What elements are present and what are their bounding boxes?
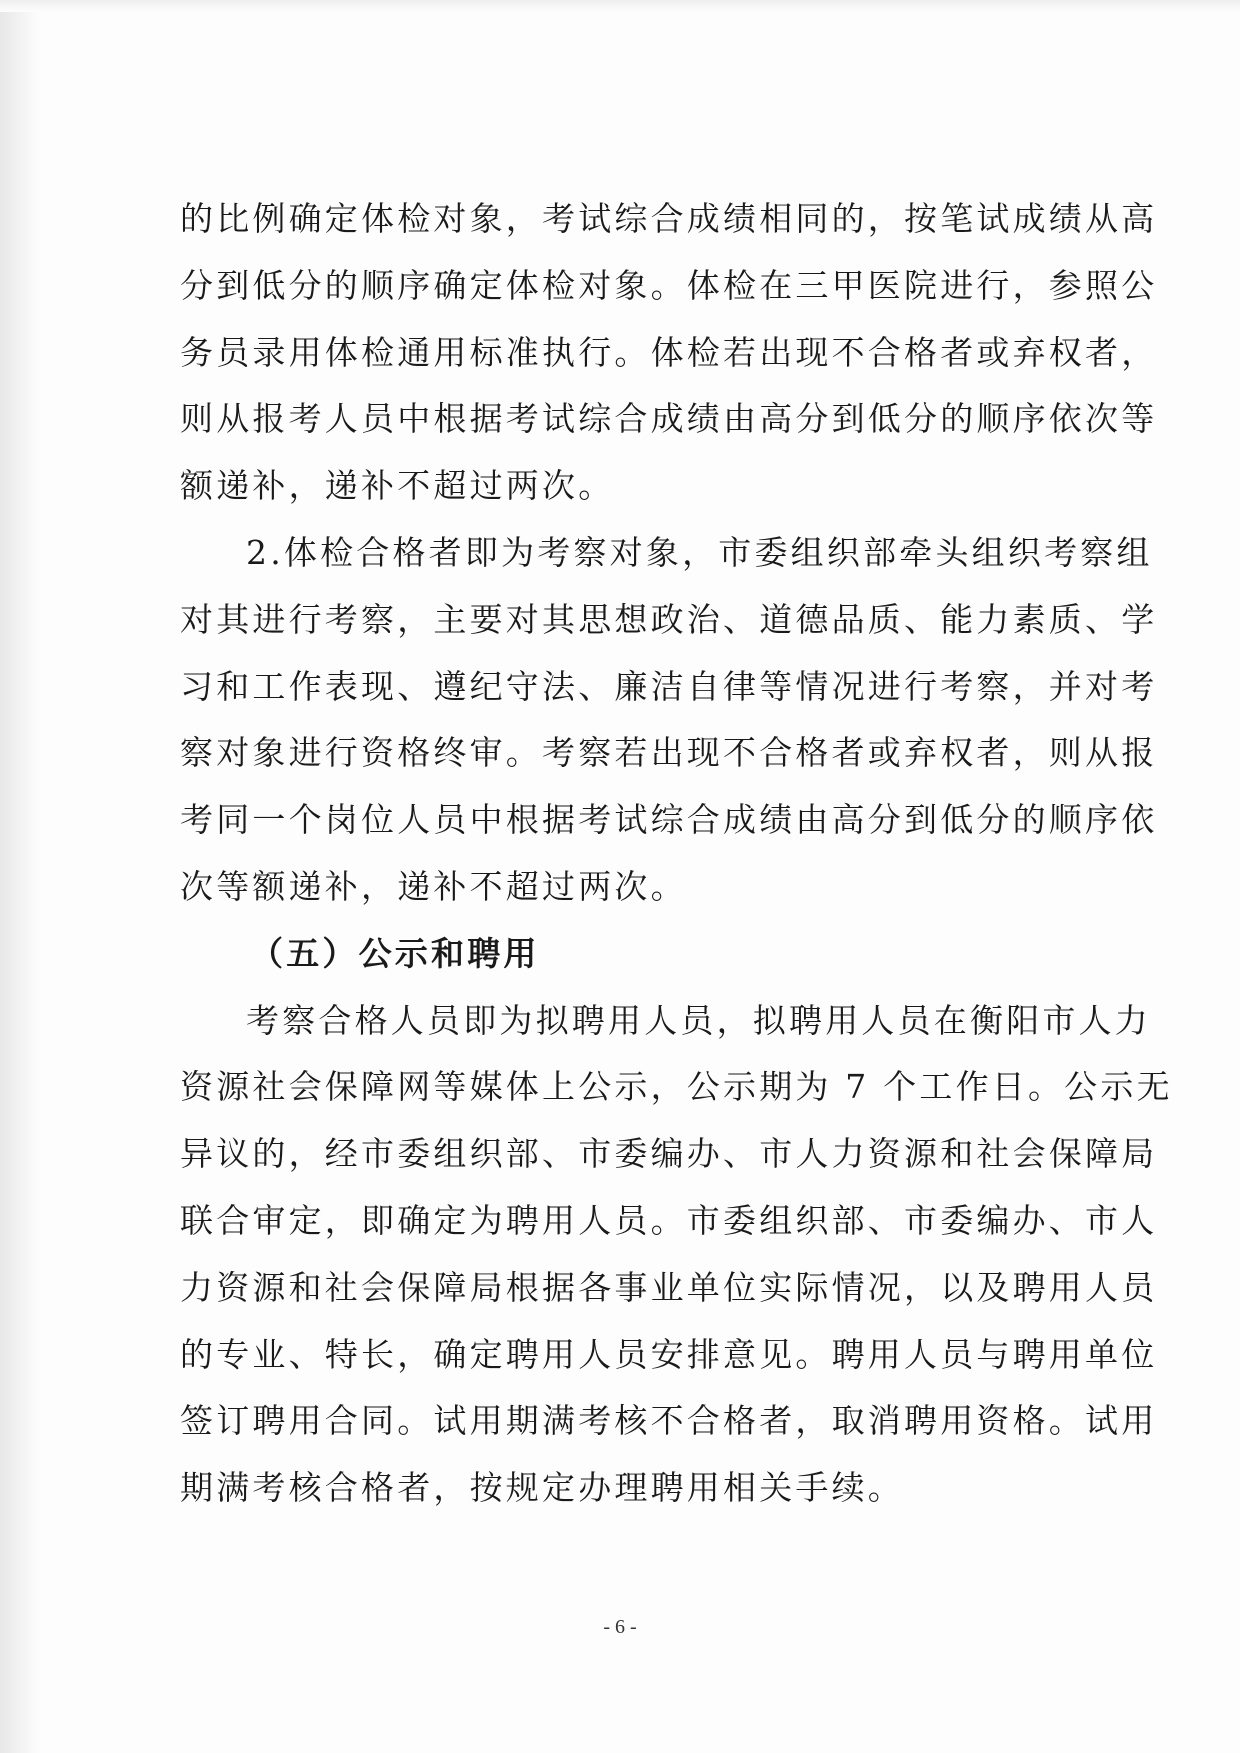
scan-shadow-top [0,0,1240,12]
paragraph-line: 力资源和社会保障局根据各事业单位实际情况，以及聘用人员 [180,1267,1158,1307]
paragraph-line: 期满考核合格者，按规定办理聘用相关手续。 [180,1468,904,1508]
paragraph-line: 对其进行考察，主要对其思想政治、道德品质、能力素质、学 [180,599,1158,639]
page-number: - 6 - [603,1616,637,1638]
paragraph-line: 资源社会保障网等媒体上公示，公示期为 7 个工作日。公示无 [180,1067,1173,1107]
document-body [180,186,1173,1522]
paragraph-line: 考同一个岗位人员中根据考试综合成绩由高分到低分的顺序依 [180,800,1158,840]
paragraph-line: 习和工作表现、遵纪守法、廉洁自律等情况进行考察，并对考 [180,666,1158,706]
paragraph-line: 2.体检合格者即为考察对象，市委组织部牵头组织考察组 [246,532,1153,572]
paragraph-line: 务员录用体检通用标准执行。体检若出现不合格者或弃权者， [180,332,1158,372]
paragraph-line: 联合审定，即确定为聘用人员。市委组织部、市委编办、市人 [180,1200,1158,1240]
paragraph-line: 次等额递补，递补不超过两次。 [180,866,687,906]
paragraph-line: 的专业、特长，确定聘用人员安排意见。聘用人员与聘用单位 [180,1334,1158,1374]
paragraph-line: 考察合格人员即为拟聘用人员，拟聘用人员在衡阳市人力 [246,1000,1151,1040]
section-heading: （五）公示和聘用 [250,933,540,973]
paragraph-line: 则从报考人员中根据考试综合成绩由高分到低分的顺序依次等 [180,399,1158,439]
paragraph-line: 察对象进行资格终审。考察若出现不合格者或弃权者，则从报 [180,733,1158,773]
paragraph-line: 额递补，递补不超过两次。 [180,466,615,506]
scan-shadow-left [0,0,40,1753]
paragraph-line: 分到低分的顺序确定体检对象。体检在三甲医院进行，参照公 [180,265,1158,305]
paragraph-line: 的比例确定体检对象，考试综合成绩相同的，按笔试成绩从高 [180,199,1158,238]
paragraph-line: 签订聘用合同。试用期满考核不合格者，取消聘用资格。试用 [180,1401,1158,1441]
paragraph-line: 异议的，经市委组织部、市委编办、市人力资源和社会保障局 [180,1134,1158,1174]
